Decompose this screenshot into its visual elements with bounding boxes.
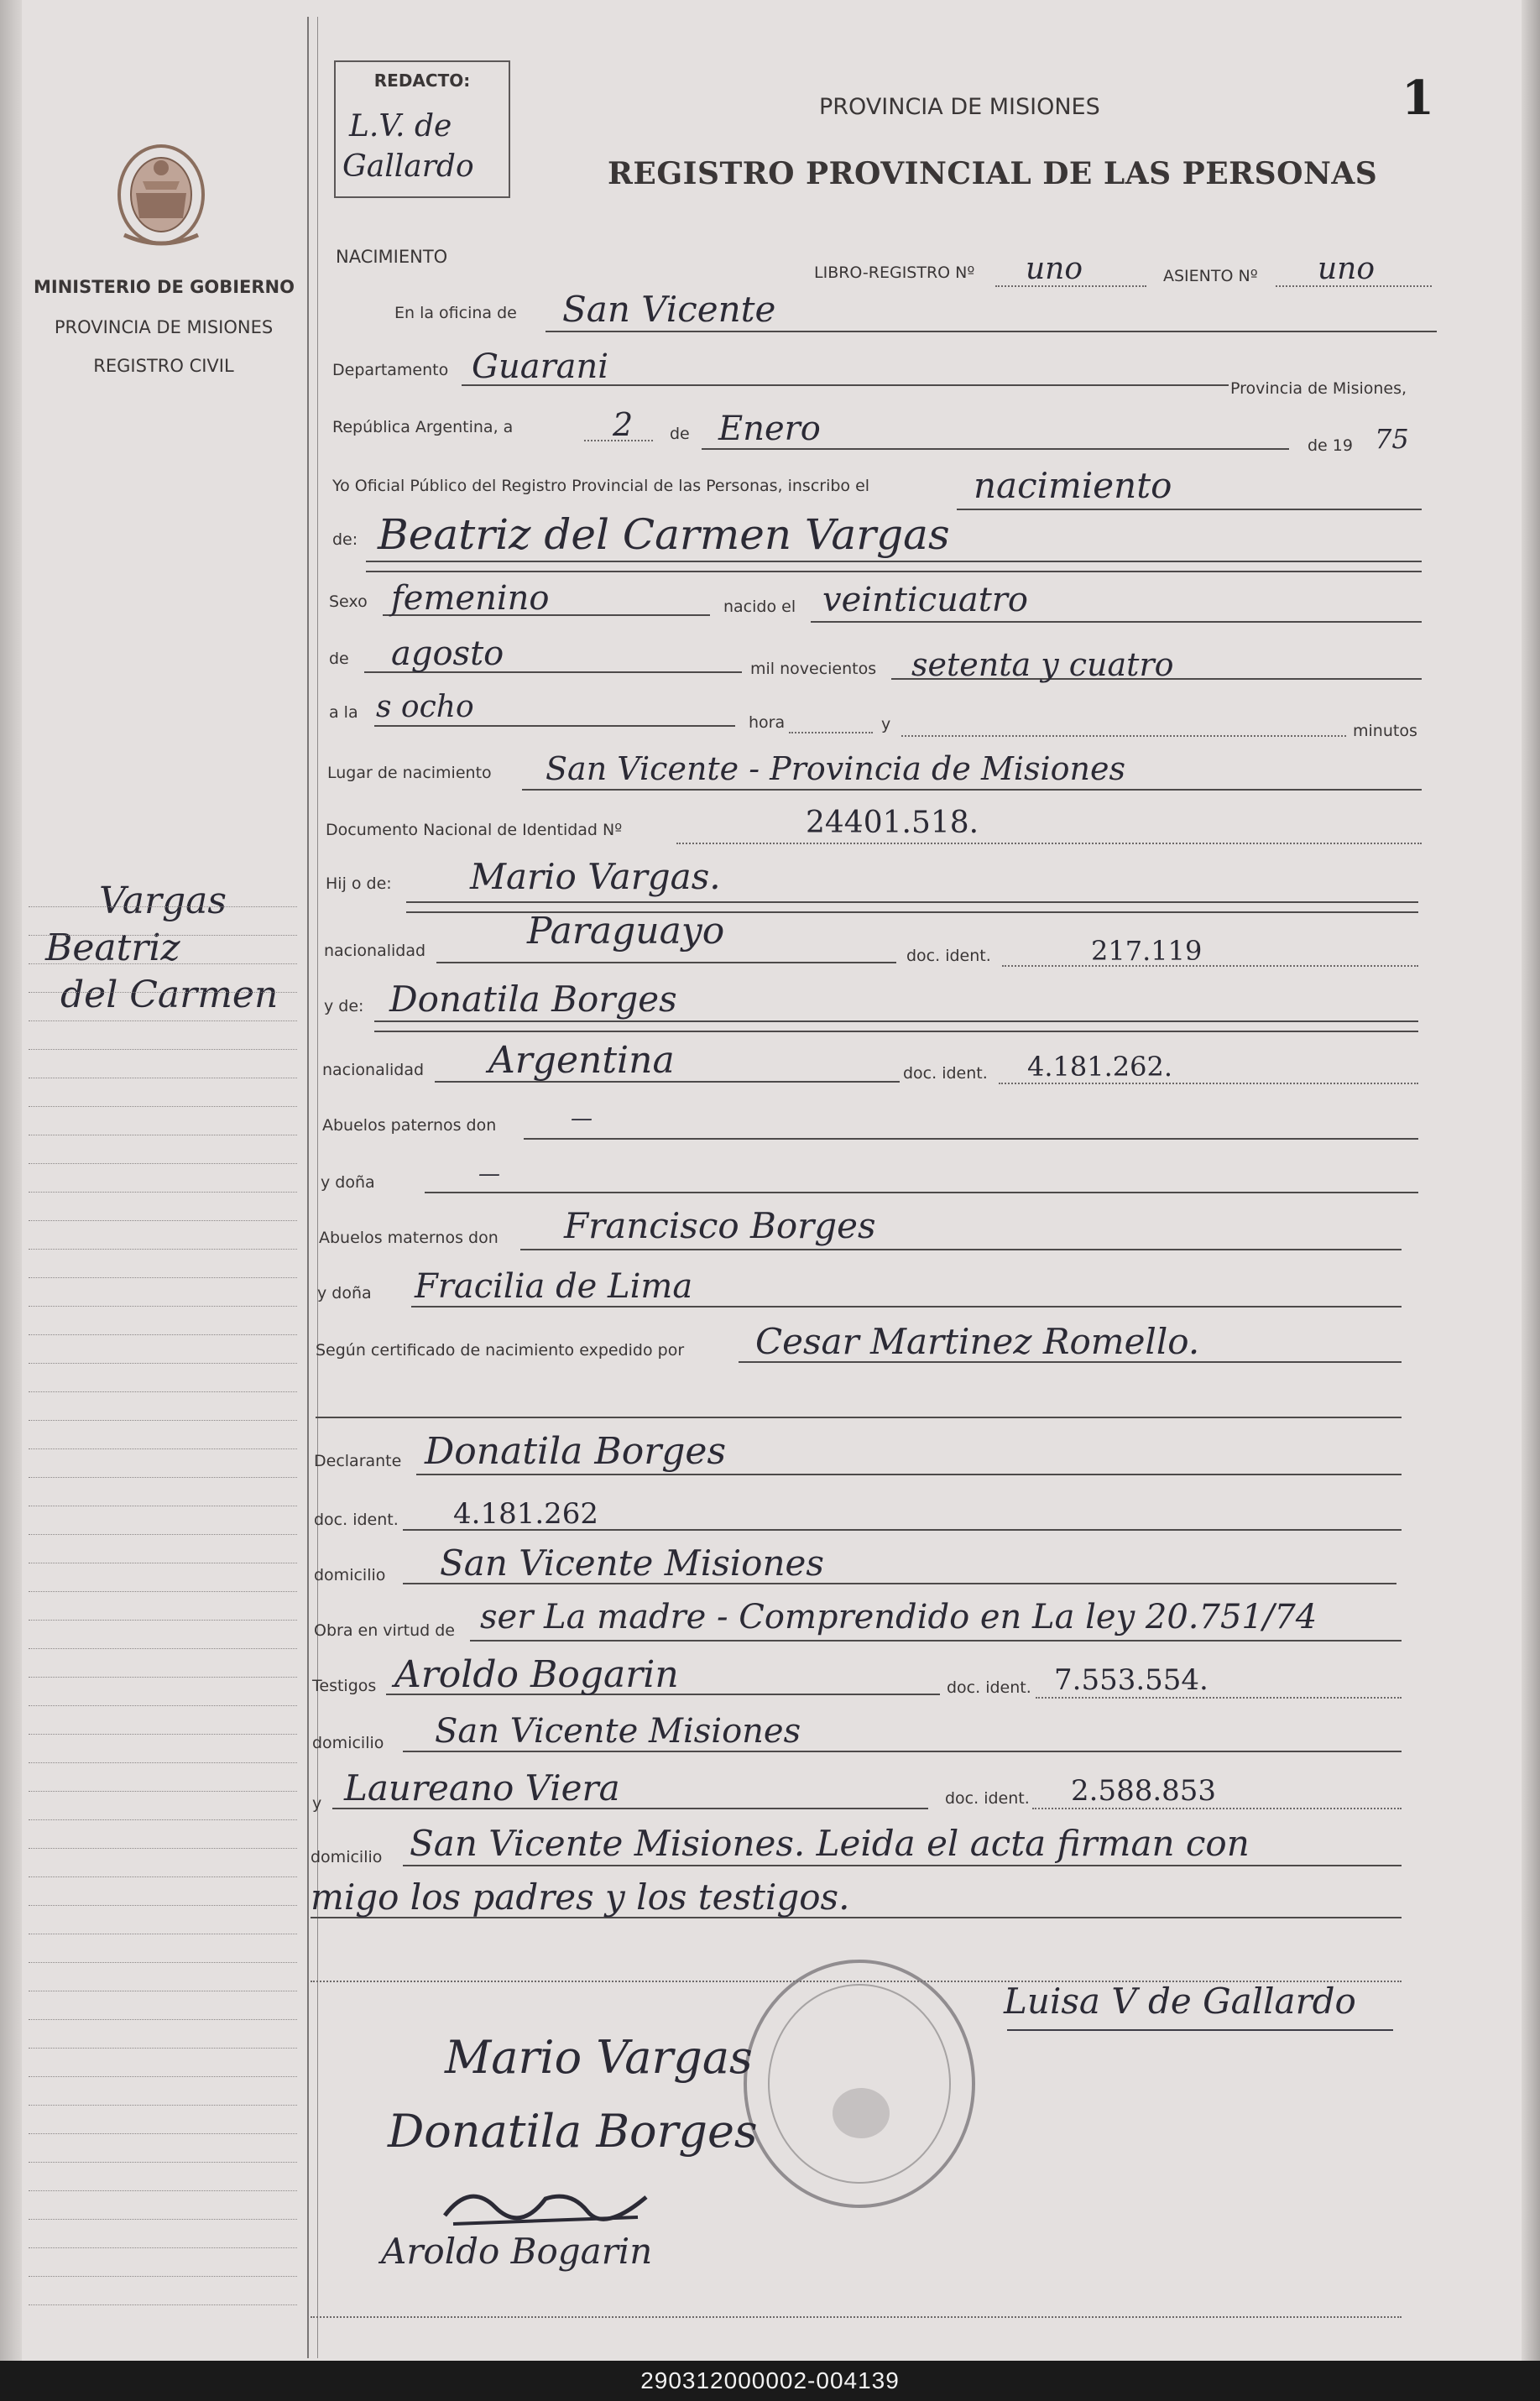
doc-madre-value: 4.181.262. (1027, 1051, 1173, 1083)
margin-rule (29, 2019, 297, 2020)
margin-rule (29, 1277, 297, 1278)
margin-rule (29, 1334, 297, 1335)
asiento-value: uno (1318, 252, 1376, 286)
madre-line-2 (374, 1031, 1418, 1032)
lugar-line (522, 789, 1422, 791)
oficial-text: Yo Oficial Público del Registro Provincial de las Personas, inscribo el (332, 477, 870, 495)
padre-value: Mario Vargas. (470, 856, 721, 897)
redacto-value-line2: Gallardo (342, 149, 474, 184)
margin-rule (29, 1163, 297, 1164)
abuelos-mat-label: Abuelos maternos don (319, 1229, 499, 1247)
margin-rule (29, 2076, 297, 2077)
margin-rule (29, 2247, 297, 2248)
obra-label: Obra en virtud de (314, 1621, 455, 1640)
doc-ident-label: doc. ident. (906, 947, 991, 965)
margin-rule (29, 1192, 297, 1193)
margin-rule (29, 1477, 297, 1478)
madre-value: Donatila Borges (389, 979, 677, 1020)
obra-line (470, 1640, 1402, 1642)
doc-decl-label: doc. ident. (314, 1511, 399, 1529)
doc-t2-value: 2.588.853 (1071, 1774, 1217, 1808)
de-name-label: de: (332, 530, 358, 549)
nombre-value: Beatriz del Carmen Vargas (378, 510, 950, 559)
section-nacimiento: NACIMIENTO (336, 247, 448, 267)
nacido-label: nacido el (723, 598, 796, 616)
archive-code: 290312000002-004139 (640, 2367, 900, 2393)
y-dona-pat-label: y doña (321, 1173, 375, 1192)
nacionalidad-label: nacionalidad (324, 942, 426, 960)
certificado-label: Según certificado de nacimiento expedido por (316, 1341, 685, 1360)
margin-rule (29, 1620, 297, 1621)
doc-decl-value: 4.181.262 (453, 1497, 599, 1531)
domicilio-t2-value: San Vicente Misiones. Leida el acta firman con (410, 1823, 1250, 1864)
y-dona-mat-label: y doña (317, 1284, 372, 1302)
madre-line (374, 1020, 1418, 1022)
cierre-value: migo los padres y los testigos. (311, 1876, 850, 1918)
margin-rule (29, 1876, 297, 1877)
hora-label: hora (749, 713, 786, 732)
abuelo-mat-value: Francisco Borges (564, 1205, 876, 1246)
margin-rule (29, 1249, 297, 1250)
libro-label: LIBRO-REGISTRO Nº (814, 264, 975, 282)
signature-witness1: Aroldo Bogarin (381, 2231, 653, 2272)
margin-rule (29, 1391, 297, 1392)
signature-official-underline (1007, 2029, 1393, 2031)
domicilio-decl-label: domicilio (314, 1566, 386, 1584)
padre-line (406, 901, 1418, 903)
margin-rule (29, 1819, 297, 1820)
hora-line (374, 725, 735, 727)
doc-madre-dots (999, 1083, 1418, 1084)
margin-rule (29, 1762, 297, 1763)
libro-value: uno (1026, 252, 1083, 286)
margin-rule (29, 1306, 297, 1307)
margin-rule (29, 2105, 297, 2106)
registry-label: REGISTRO CIVIL (93, 356, 234, 376)
margin-rule (29, 963, 297, 964)
margin-rule (29, 2190, 297, 2191)
header-province: PROVINCIA DE MISIONES (819, 94, 1100, 120)
anio-nac-value: setenta y cuatro (911, 646, 1174, 683)
margin-rule (29, 1791, 297, 1792)
margin-surname: Vargas (99, 879, 227, 922)
sexo-label: Sexo (329, 592, 368, 611)
nacido-value: veinticuatro (822, 581, 1028, 619)
signature-dots-2 (311, 2316, 1402, 2318)
abuelo-mat-line (520, 1249, 1402, 1250)
signature-mother: Donatila Borges (388, 2105, 758, 2158)
declarante-value: Donatila Borges (425, 1430, 727, 1473)
mes-nac-value: agosto (391, 634, 504, 673)
domicilio-decl-value: San Vicente Misiones (440, 1542, 824, 1584)
redacto-value-line1: L.V. de (349, 109, 452, 144)
margin-rule (29, 1905, 297, 1906)
column-divider-secondary (317, 17, 318, 2358)
certificado-line-2 (316, 1417, 1402, 1418)
dni-value: 24401.518. (806, 806, 979, 840)
margin-rule (29, 2276, 297, 2277)
doc-t1-value: 7.553.554. (1054, 1663, 1209, 1697)
signature-scribble (436, 2174, 663, 2232)
hora-dots (789, 732, 873, 733)
provincia-suffix: Provincia de Misiones, (1230, 379, 1407, 398)
declarante-label: Declarante (314, 1452, 402, 1470)
y-label: y (881, 715, 891, 733)
margin-rule (29, 2304, 297, 2305)
signature-father: Mario Vargas (445, 2031, 753, 2084)
margin-rule (29, 992, 297, 993)
lugar-label: Lugar de nacimiento (327, 764, 492, 782)
redacto-label: REDACTO: (373, 70, 471, 91)
signature-official: Luisa V de Gallardo (1004, 1981, 1356, 2022)
doc-padre-dots (1002, 965, 1418, 967)
margin-rule (29, 1734, 297, 1735)
y2-label: y (312, 1794, 322, 1813)
nombre-line (366, 561, 1422, 562)
domicilio-t1-value: San Vicente Misiones (435, 1712, 801, 1751)
margin-rule (29, 1448, 297, 1449)
coat-of-arms-emblem (107, 134, 215, 252)
minutos-dots (901, 735, 1346, 737)
column-divider (307, 17, 309, 2358)
mes-value: Enero (718, 410, 821, 448)
mil-label: mil novecientos (750, 660, 877, 678)
abuela-mat-line (411, 1306, 1402, 1308)
nac-madre-value: Argentina (488, 1039, 675, 1082)
page-left-edge (0, 0, 22, 2361)
acto-line (957, 509, 1422, 510)
domicilio-t2-line (403, 1865, 1402, 1866)
margin-rule (29, 1049, 297, 1050)
margin-middlename: del Carmen (60, 973, 279, 1016)
oficina-value: San Vicente (562, 289, 776, 330)
certificado-value: Cesar Martinez Romello. (755, 1321, 1200, 1362)
declarante-line (416, 1474, 1402, 1475)
margin-rule (29, 2133, 297, 2134)
sexo-value: femenino (391, 579, 550, 618)
mes-line (702, 448, 1289, 450)
margin-rule (29, 1648, 297, 1649)
margin-rule (29, 1106, 297, 1107)
redacto-box (334, 60, 510, 198)
lugar-value: San Vicente - Provincia de Misiones (546, 750, 1125, 787)
de-label: de (670, 425, 690, 443)
abuela-pat-line (425, 1192, 1418, 1193)
doc-t2-label: doc. ident. (945, 1789, 1030, 1808)
dni-label: Documento Nacional de Identidad Nº (326, 821, 623, 839)
margin-rule (29, 1848, 297, 1849)
abuela-mat-value: Fracilia de Lima (415, 1267, 693, 1306)
margin-rule (29, 2219, 297, 2220)
minutos-label: minutos (1353, 722, 1417, 740)
nacionalidad-madre-label: nacionalidad (322, 1061, 425, 1079)
image-footer (0, 2361, 1540, 2401)
registry-seal (735, 1954, 984, 2214)
departamento-label: Departamento (332, 361, 449, 379)
margin-rule (29, 1705, 297, 1706)
obra-value: ser La madre - Comprendido en La ley 20.751/74 (480, 1598, 1318, 1636)
nombre-line-2 (366, 571, 1422, 572)
y-de-label: y de: (324, 997, 364, 1015)
nacido-line (811, 621, 1422, 623)
republica-label: República Argentina, a (332, 418, 514, 436)
a-la-label: a la (329, 703, 358, 722)
domicilio-t1-line (403, 1751, 1402, 1752)
nac-padre-line (436, 962, 896, 963)
doc-ident-madre-label: doc. ident. (903, 1064, 988, 1083)
anio-label: de 19 (1308, 436, 1353, 455)
nac-padre-value: Paraguayo (527, 910, 725, 953)
abuelo-pat-line (524, 1138, 1418, 1140)
dia-value: 2 (613, 406, 634, 443)
departamento-value: Guarani (472, 347, 609, 386)
margin-rule (29, 1534, 297, 1535)
margin-rule (29, 1220, 297, 1221)
doc-t1-label: doc. ident. (947, 1678, 1031, 1697)
ministry-label: MINISTERIO DE GOBIERNO (34, 277, 295, 297)
asiento-label: ASIENTO Nº (1163, 267, 1258, 285)
anio-value: 75 (1375, 423, 1409, 455)
margin-rule (29, 1020, 297, 1021)
province-label: PROVINCIA DE MISIONES (54, 317, 274, 337)
doc-t1-dots (1036, 1697, 1402, 1699)
hijo-label: Hij o de: (326, 874, 392, 893)
margin-rule (29, 1677, 297, 1678)
margin-rule (29, 906, 297, 907)
margin-ruled-lines (29, 906, 297, 2350)
oficina-label: En la oficina de (394, 304, 517, 322)
domicilio-t2-label: domicilio (311, 1848, 383, 1866)
hora-value: s ocho (376, 690, 474, 724)
margin-firstname: Beatriz (45, 926, 180, 969)
margin-rule (29, 2162, 297, 2163)
testigo1-value: Aroldo Bogarin (394, 1653, 679, 1696)
margin-rule (29, 935, 297, 936)
testigo2-value: Laureano Viera (344, 1767, 620, 1809)
margin-rule (29, 1962, 297, 1963)
page-right-edge (1522, 0, 1540, 2361)
page-number: 1 (1402, 70, 1434, 126)
domicilio-t1-label: domicilio (312, 1734, 384, 1752)
abuelos-pat-label: Abuelos paternos don (322, 1116, 497, 1135)
abuela-pat-value: — (478, 1161, 500, 1187)
abuelo-pat-value: — (571, 1106, 593, 1131)
oficina-line (546, 331, 1437, 332)
testigos-label: Testigos (312, 1677, 377, 1695)
doc-padre-value: 217.119 (1091, 935, 1203, 967)
doc-t2-dots (1032, 1808, 1402, 1809)
dni-dots (676, 843, 1422, 844)
margin-rule (29, 2048, 297, 2049)
page-title: REGISTRO PROVINCIAL DE LAS PERSONAS (608, 156, 1378, 191)
margin-rule (29, 1591, 297, 1592)
acto-value: nacimiento (974, 465, 1172, 506)
margin-rule (29, 1420, 297, 1421)
de2-label: de (329, 650, 349, 668)
margin-rule (29, 1363, 297, 1364)
